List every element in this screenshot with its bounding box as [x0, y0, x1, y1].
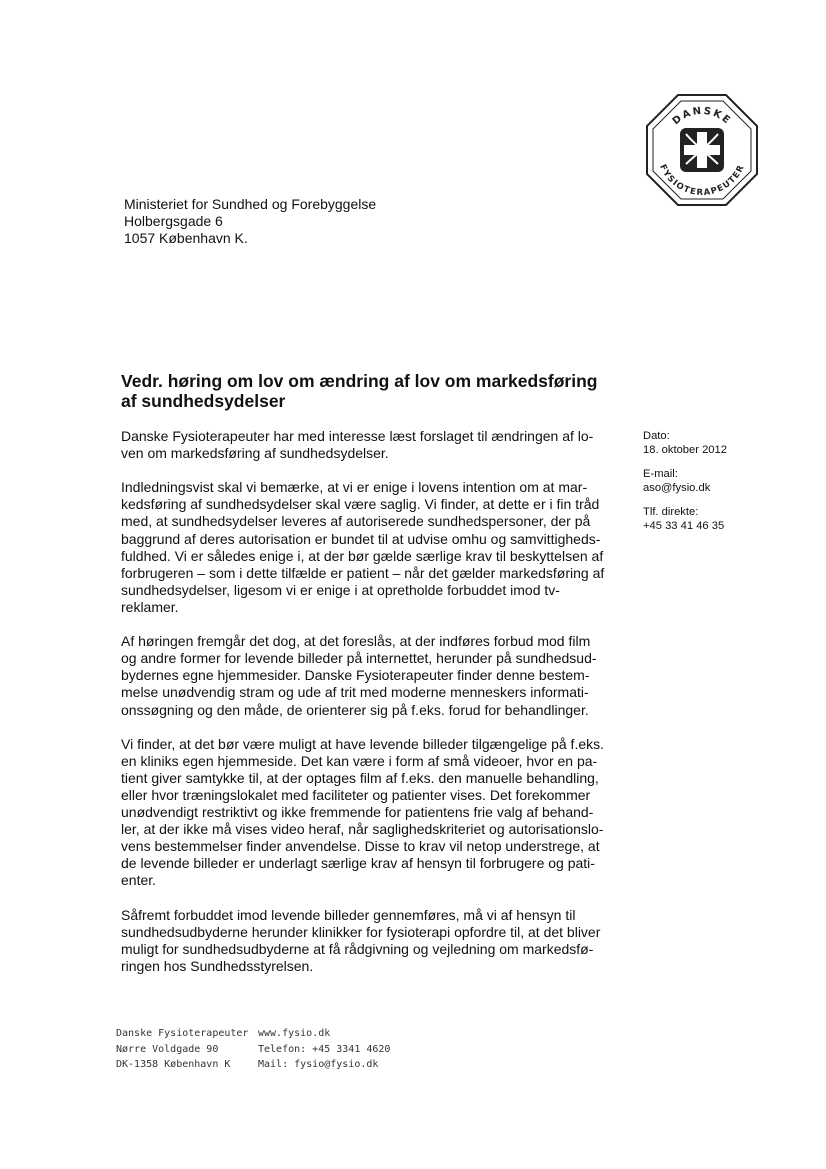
paragraph-conclusion — [121, 907, 621, 975]
text-line: unødvendigt restriktivt og ikke fremmende for patientens frie valg af behand- — [121, 804, 594, 821]
date-value: 18. oktober 2012 — [643, 444, 727, 456]
paragraph-argument — [121, 736, 621, 890]
organization-logo — [644, 92, 760, 208]
text-line: ler, at der ikke må vises video heraf, når saglighedskriteriet og autorisationslo- — [121, 821, 604, 838]
phone-label: Tlf. direkte: — [643, 506, 699, 518]
footer-city: DK-1358 København K — [116, 1059, 231, 1070]
text-line: med, at sundhedsydelser leveres af autoriserede sundhedspersoner, der på — [121, 513, 591, 530]
text-line: en kliniks egen hjemmeside. Det kan være i form af små videoer, hvor en pa- — [121, 752, 598, 769]
cross-with-snakes-emblem-icon — [680, 128, 724, 172]
text-line: ven om markedsføring af sundhedsydelser. — [121, 445, 389, 462]
recipient-street: Holbergsgade 6 — [124, 213, 223, 229]
text-line: reklamer. — [121, 598, 179, 615]
sender-details — [643, 429, 727, 543]
subject-line: Vedr. høring om lov om ændring af lov om markedsføring — [121, 371, 598, 391]
recipient-city: 1057 København K. — [124, 230, 248, 246]
paragraph-agreement — [121, 479, 621, 616]
text-line: baggrund af deres autorisation er bundet til at udvise omhu og samvittigheds- — [121, 530, 601, 547]
letter-body — [121, 428, 621, 992]
text-line: forbrugeren – som i dette tilfælde er patient – når det gælder markedsføring af — [121, 564, 605, 581]
footer-contact — [258, 1026, 390, 1073]
recipient-name: Ministeriet for Sundhed og Forebyggelse — [124, 196, 377, 212]
footer-website-link[interactable]: www.fysio.dk — [258, 1028, 331, 1039]
text-line: de levende billeder er underlagt særlige krav af hensyn til forbrugere og pati- — [121, 855, 595, 872]
phone-block — [643, 505, 727, 533]
paragraph-intro — [121, 428, 621, 462]
text-line: enter. — [121, 872, 157, 889]
text-line: onssøgning og den måde, de orienterer sig på f.eks. forud for behandlinger. — [121, 701, 589, 718]
text-line: kedsføring af sundhedsydelser skal være saglig. Vi finder, at dette er i fin tråd — [121, 496, 600, 513]
footer-mail-link[interactable]: Mail: fysio@fysio.dk — [258, 1059, 379, 1070]
text-line: tient giver samtykke til, at der optages film af f.eks. den manuelle behandling, — [121, 769, 599, 786]
text-line: fuldhed. Vi er således enige i, at der bør gælde særlige krav til beskyttelsen af — [121, 547, 604, 564]
email-label: E-mail: — [643, 468, 678, 480]
subject-line: af sundhedsydelser — [121, 391, 286, 411]
text-line: Danske Fysioterapeuter har med interesse læst forslaget til ændringen af lo- — [121, 428, 594, 444]
text-line: Såfremt forbuddet imod levende billeder gennemføres, må vi af hensyn til — [121, 906, 576, 923]
paragraph-objection — [121, 633, 621, 718]
letter-subject — [121, 371, 641, 411]
logo-seal-icon — [644, 92, 760, 208]
text-line: muligt for sundhedsudbyderne at få rådgivning og vejledning om markedsfø- — [121, 940, 594, 957]
text-line: bydernes egne hjemmesider. Danske Fysioterapeuter finder denne bestem- — [121, 667, 590, 684]
phone-value: +45 33 41 46 35 — [643, 520, 725, 532]
date-block — [643, 429, 727, 457]
text-line: sundhedsudbyderne herunder klinikker for fysioterapi opfordre til, at det bliver — [121, 923, 601, 940]
email-block — [643, 467, 727, 495]
text-line: eller hvor træningslokalet med faciliteter og patienter vises. Det forekommer — [121, 786, 591, 803]
footer-address — [116, 1026, 248, 1073]
text-line: Af høringen fremgår det dog, at det foreslås, at der indføres forbud mod film — [121, 633, 591, 650]
text-line: vens bestemmelser finder anvendelse. Disse to krav vil netop understrege, at — [121, 838, 600, 855]
footer-org: Danske Fysioterapeuter — [116, 1028, 249, 1039]
svg-text:DANSKE — [671, 106, 734, 128]
logo-text-top: DANSKE — [670, 105, 734, 128]
text-line: sundhedsydelser, ligesom vi er enige i at opretholde forbuddet imod tv- — [121, 581, 560, 598]
footer-street: Nørre Voldgade 90 — [116, 1043, 219, 1055]
text-line: melse unødvendig stram og ude af trit med moderne menneskers informati- — [121, 684, 589, 701]
logo-text-bottom: FYSIOTERAPEUTER — [657, 163, 747, 199]
text-line: Indledningsvist skal vi bemærke, at vi er enige i lovens intention om at mar- — [121, 479, 588, 496]
email-value[interactable]: aso@fysio.dk — [643, 482, 711, 494]
footer-phone: Telefon: +45 3341 4620 — [258, 1043, 391, 1055]
text-line: og andre former for levende billeder på internettet, herunder på sundhedsud- — [121, 650, 597, 667]
recipient-address — [124, 196, 376, 247]
date-label: Dato: — [643, 430, 670, 442]
text-line: Vi finder, at det bør være muligt at have levende billeder tilgængelige på f.eks. — [121, 735, 605, 752]
text-line: ringen hos Sundhedsstyrelsen. — [121, 957, 314, 974]
